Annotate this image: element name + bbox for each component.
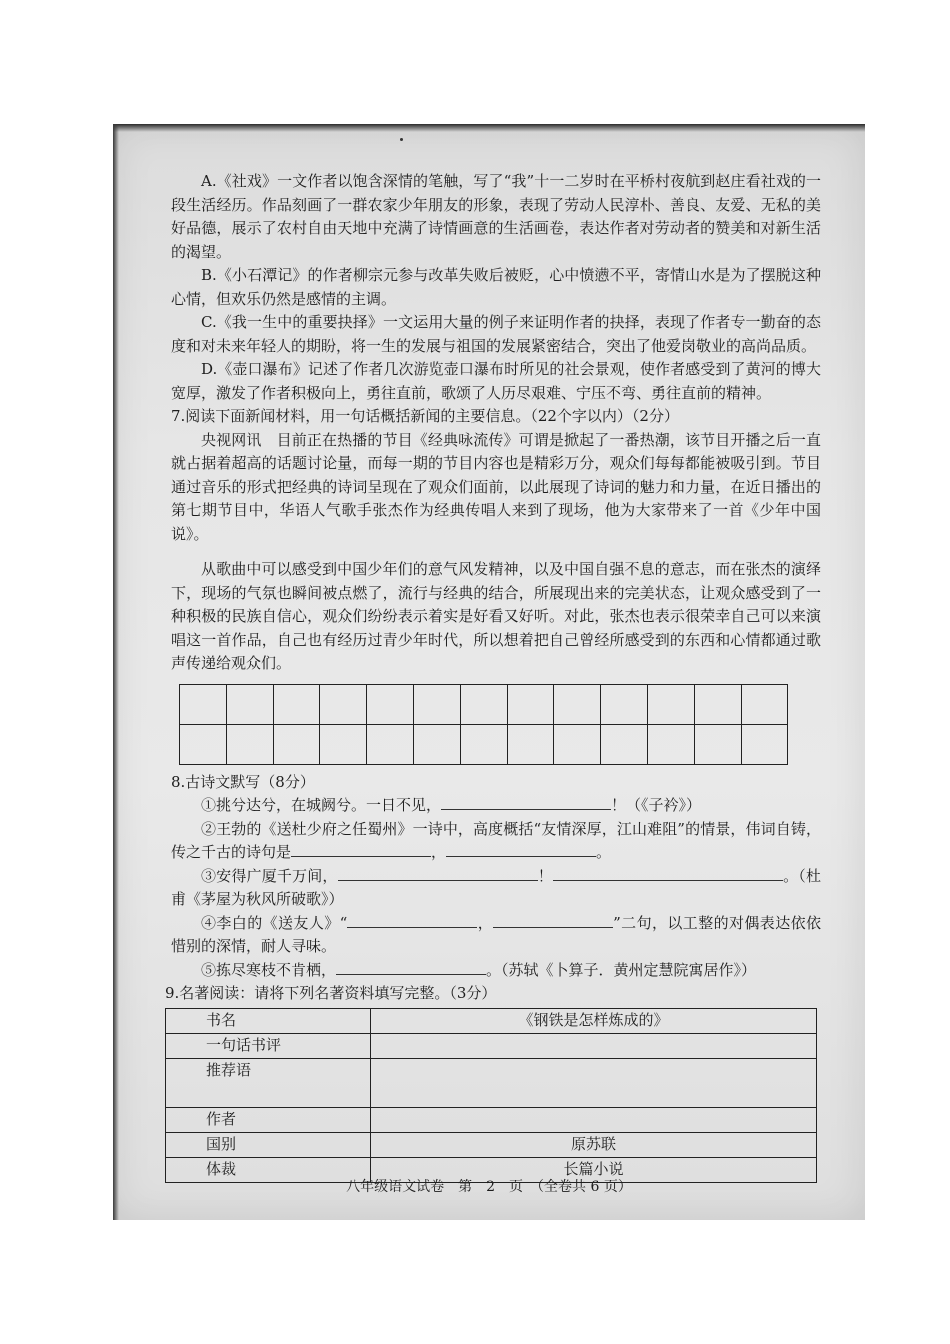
exam-page — [113, 124, 865, 1220]
table-row — [166, 1107, 817, 1132]
row-value: 长篇小说 — [371, 1157, 817, 1182]
speck — [400, 138, 403, 141]
answer-blank[interactable] — [338, 865, 538, 881]
row-value-blank[interactable] — [371, 1058, 817, 1107]
page-shadow-top — [113, 124, 865, 132]
row-value-blank[interactable] — [371, 1107, 817, 1132]
page-shadow-left — [113, 124, 119, 1220]
answer-blank[interactable] — [441, 794, 611, 810]
row-key: 书名 — [166, 1008, 371, 1033]
table-row — [166, 1008, 817, 1033]
answer-grid[interactable] — [179, 684, 788, 765]
question-9-title: 9.名著阅读：请将下列名著资料填写完整。（3分） — [165, 984, 497, 1002]
option-d: D.《壶口瀑布》记述了作者几次游览壶口瀑布时所见的社会景观，使作者感受到了黄河的博大宽厚，激发了作者积极向上，勇往直前，歌颂了人历尽艰难、宁压不弯、勇往直前的精神。 — [171, 360, 821, 402]
question-7-title: 7.阅读下面新闻材料，用一句话概括新闻的主要信息。（22个字以内）（2分） — [171, 407, 679, 425]
page-footer: 八年级语文试卷 第 2 页 （全卷共 6 页） — [346, 1179, 632, 1195]
news-paragraph-1: 央视网讯 目前正在热播的节目《经典咏流传》可谓是掀起了一番热潮，该节目开播之后一直就占据着超高的话题讨论量，而每一期的节目内容也是精彩万分，观众们每每都能被吸引到。节目通过音乐的形式把经典的诗词呈现在了观众们面前，以此展现了诗词的魅力和力量，在近日播出的第七期节目中，华语人气歌手张杰作为经典传唱人来到了现场，他为大家带来了一首《少年中国说》。 — [171, 430, 821, 543]
table-row — [166, 1058, 817, 1107]
poem-item-2: ②王勃的《送杜少府之任蜀州》一诗中，高度概括“友情深厚，江山难阻”的情景，伟词自铸，传之千古的诗句是 ， 。 — [171, 819, 821, 861]
question-8-title: 8.古诗文默写（8分） — [171, 772, 315, 791]
row-value: 《钢铁是怎样炼成的》 — [371, 1008, 817, 1033]
exam-content — [165, 170, 822, 1183]
row-key: 国别 — [166, 1132, 371, 1157]
answer-blank[interactable] — [446, 841, 596, 857]
option-c: C.《我一生中的重要抉择》一文运用大量的例子来证明作者的抉择，表现了作者专一勤奋的态度和对未来年轻人的期盼，将一生的发展与祖国的发展紧密结合，突出了他爱岗敬业的高尚品质。 — [171, 313, 821, 355]
table-row — [166, 1132, 817, 1157]
answer-blank[interactable] — [347, 912, 477, 928]
poem-item-5: ⑤拣尽寒枝不肯栖， 。（苏轼《卜算子．黄州定慧院寓居作》） — [201, 960, 757, 979]
table-row — [166, 1033, 817, 1058]
answer-blank[interactable] — [336, 959, 486, 975]
row-key: 作者 — [166, 1107, 371, 1132]
poem-item-4: ④李白的《送友人》“ ， ”二句，以工整的对偶表达依依惜别的深情，耐人寻味。 — [171, 913, 822, 955]
answer-blank[interactable] — [553, 865, 783, 881]
answer-blank[interactable] — [493, 912, 613, 928]
book-info-table — [165, 1008, 817, 1183]
row-value-blank[interactable] — [371, 1033, 817, 1058]
poem-item-3: ③安得广厦千万间， ！ 。（杜甫《茅屋为秋风所破歌》） — [171, 866, 821, 908]
row-key: 推荐语 — [166, 1058, 371, 1107]
row-key: 一句话书评 — [166, 1033, 371, 1058]
poem-item-1: ①挑兮达兮，在城阙兮。一日不见， ！（《子衿》） — [201, 796, 702, 814]
row-key: 体裁 — [166, 1157, 371, 1182]
option-a: A.《社戏》一文作者以饱含深情的笔触，写了“我”十一二岁时在平桥村夜航到赵庄看社戏的一段生活经历。作品刻画了一群农家少年朋友的形象，表现了劳动人民淳朴、善良、友爱、无私的美好品德，展示了农村自由天地中充满了诗情画意的生活画卷，表达作者对劳动者的赞美和对新生活的渴望。 — [171, 172, 821, 261]
option-b: B.《小石潭记》的作者柳宗元参与改革失败后被贬，心中愤懑不平，寄情山水是为了摆脱这种心情，但欢乐仍然是感情的主调。 — [171, 266, 821, 308]
row-value: 原苏联 — [371, 1132, 817, 1157]
news-paragraph-2: 从歌曲中可以感受到中国少年们的意气风发精神，以及中国自强不息的意志，而在张杰的演绎下，现场的气氛也瞬间被点燃了，流行与经典的结合，所展现出来的完美状态，让观众感受到了一种积极的民族自信心，观众们纷纷表示着实是好看又好听。对此，张杰也表示很荣幸自己可以来演唱这一首作品，自己也有经历过青少年时代，所以想着把自己曾经所感受到的东西和心情都通过歌声传递给观众们。 — [171, 560, 821, 672]
answer-blank[interactable] — [291, 841, 431, 857]
